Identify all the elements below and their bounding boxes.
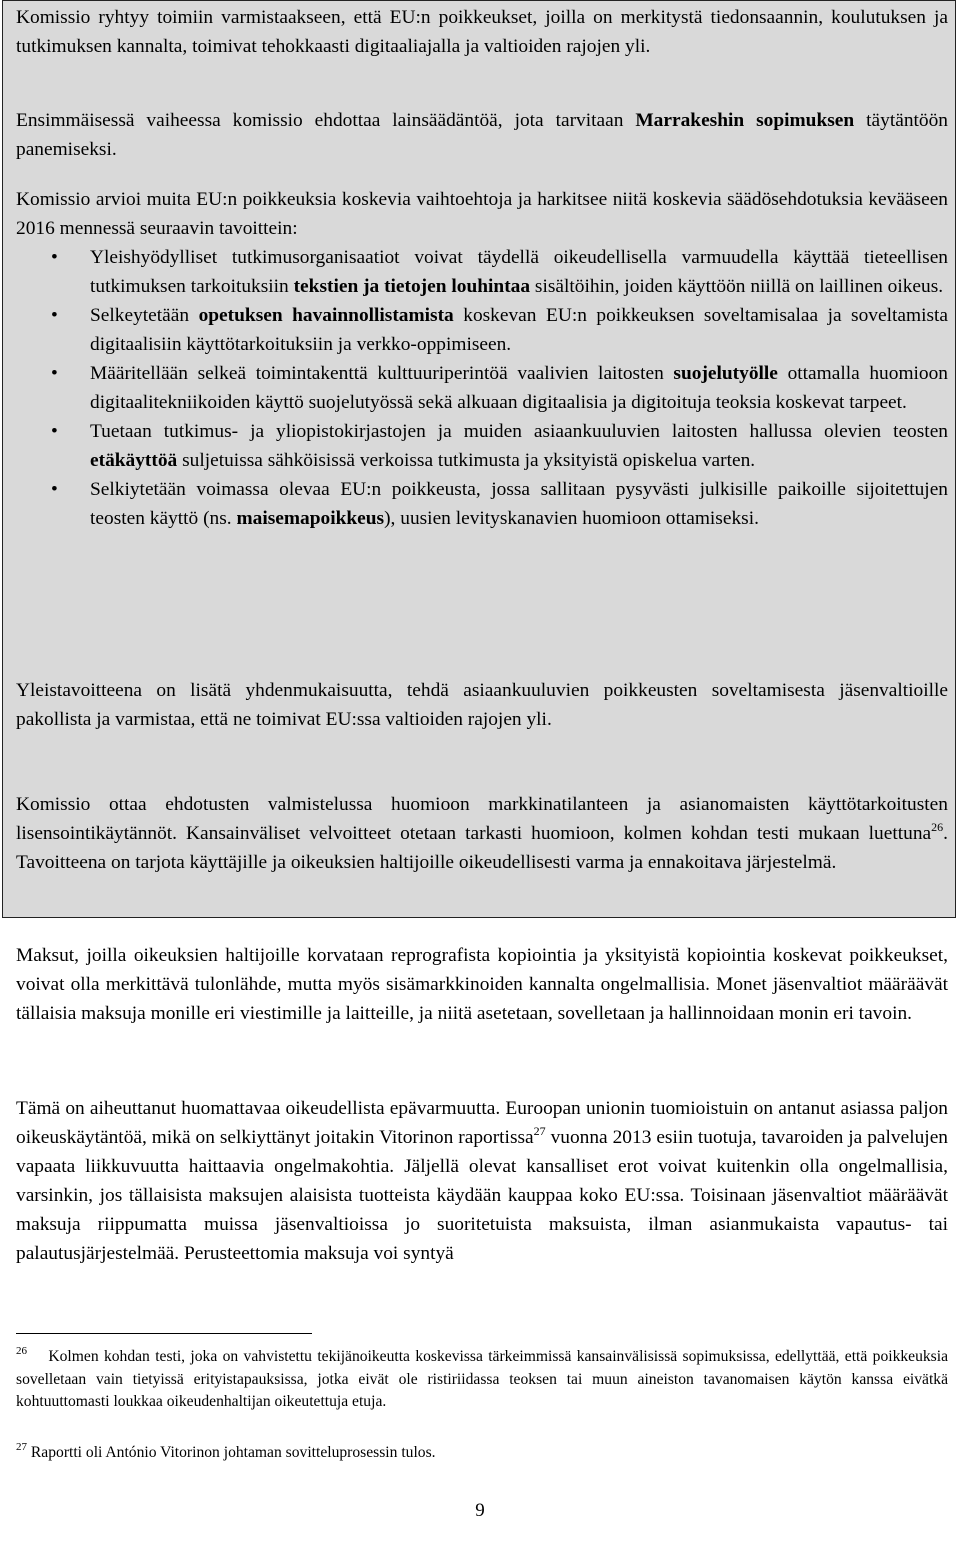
page-number: 9 bbox=[475, 1500, 485, 1521]
body-paragraph-2 bbox=[16, 1094, 948, 1268]
body-paragraph-1 bbox=[16, 941, 948, 1028]
footnote-ref: 27 bbox=[533, 1124, 546, 1138]
box-paragraph-5 bbox=[16, 790, 948, 877]
box-paragraph-3 bbox=[16, 185, 948, 243]
list-item bbox=[0, 359, 948, 417]
footnote-number: 27 bbox=[16, 1441, 27, 1453]
list-item bbox=[0, 243, 948, 301]
footnote-26 bbox=[16, 1346, 948, 1414]
text: Tämä on aiheuttanut huomattavaa oikeudellista epävarmuutta. Euroopan unionin tuomioistuin on antanut asiassa paljon oikeuskäytäntöä, mikä on selkiyttänyt joitakin Vitorinon raportissa bbox=[16, 1098, 948, 1148]
footnote-separator bbox=[16, 1333, 312, 1334]
box-paragraph-4 bbox=[16, 676, 948, 734]
list-item bbox=[0, 301, 948, 359]
bold-term: suojelutyölle bbox=[673, 363, 778, 384]
box-paragraph-1 bbox=[16, 3, 948, 61]
text: Maksut, joilla oikeuksien haltijoille korvataan reprografista kopiointia ja yksityistä kopiointia koskevat poikkeukset, voivat olla merkittävä tulonlähde, mutta myös sisämarkkinoiden kannalta ongelmallisia. Monet jäsenvaltiot määräävät tällaisia maksuja monille eri viestimille ja laitteille, ja niitä asetetaan, sovelletaan ja hallinnoidaan monin eri tavoin. bbox=[16, 945, 948, 1024]
bullet-icon: • bbox=[51, 421, 58, 442]
bold-term: opetuksen havainnollistamista bbox=[198, 305, 454, 326]
text: Selkiytetään voimassa olevaa EU:n poikkeusta, jossa sallitaan pysyvästi julkisille paikoille sijoitettujen teosten käyttö (ns. bbox=[90, 479, 948, 529]
footnote-ref: 26 bbox=[931, 820, 944, 834]
bullet-icon: • bbox=[51, 247, 58, 268]
text: sisältöihin, joiden käyttöön niillä on laillinen oikeus. bbox=[530, 276, 944, 297]
bold-term: tekstien ja tietojen louhintaa bbox=[293, 276, 531, 297]
text: Määritellään selkeä toimintakenttä kulttuuriperintöä vaalivien laitosten bbox=[90, 363, 674, 384]
bullet-icon: • bbox=[51, 363, 58, 384]
text: Komissio ryhtyy toimiin varmistaakseen, että EU:n poikkeukset, joilla on merkitystä tiedonsaannin, koulutuksen ja tutkimuksen kannalta, toimivat tehokkaasti digitaaliajalla ja valtioiden rajojen yli. bbox=[16, 7, 948, 57]
bullet-icon: • bbox=[51, 305, 58, 326]
bold-term: etäkäyttöä bbox=[90, 450, 178, 471]
bold-term: Marrakeshin sopimuksen bbox=[635, 110, 855, 131]
text: Ensimmäisessä vaiheessa komissio ehdottaa lainsäädäntöä, jota tarvitaan bbox=[16, 110, 636, 131]
text: Selkeytetään bbox=[90, 305, 199, 326]
text: Yleishyödylliset tutkimusorganisaatiot voivat täydellä oikeudellisella varmuudella käyttää tieteellisen tutkimuksen tarkoituksiin bbox=[90, 247, 948, 297]
text: ottamalla huomioon digitaalitekniikoiden käyttö suojelutyössä sekä alkuaan digitaalisia ja digitoituja teoksia koskevat tarpeet. bbox=[90, 363, 949, 413]
text: koskevan EU:n poikkeuksen soveltamisalaa ja soveltamista digitaalisiin käyttötarkoituksiin ja verkko-oppimiseen. bbox=[90, 305, 948, 355]
footnote-text: Raportti oli António Vitorinon johtaman sovitteluprosessin tulos. bbox=[30, 1444, 436, 1461]
bullet-icon: • bbox=[51, 479, 58, 500]
text: . Tavoitteena on tarjota käyttäjille ja oikeuksien haltijoille oikeudellisesti varma ja ennakoitava järjestelmä. bbox=[16, 823, 948, 873]
text: Yleistavoitteena on lisätä yhdenmukaisuutta, tehdä asiaankuuluvien poikkeusten soveltamisesta jäsenvaltioille pakollista ja varmistaa, että ne toimivat EU:ssa valtioiden rajojen yli. bbox=[16, 680, 948, 730]
box-paragraph-2 bbox=[16, 106, 948, 164]
text: ), uusien levityskanavien huomioon ottamiseksi. bbox=[384, 508, 759, 529]
text: suljetuissa sähköisissä verkoissa tutkimusta ja yksityistä opiskelua varten. bbox=[177, 450, 756, 471]
list-item bbox=[0, 417, 948, 475]
text: vuonna 2013 esiin tuotuja, tavaroiden ja palvelujen vapaata liikkuvuutta haittaavia ongelmakohtia. Jäljellä olevat kansalliset erot voivat kuitenkin olla ongelmallisia, varsinkin, jos tällaisista maksujen alaisista tuotteista käydään kauppaa koko EU:ssa. Toisinaan jäsenvaltiot määräävät maksuja riippumatta muissa jäsenvaltioissa jo suoritetuista maksuista, ilman asianmukaista vapautus- tai palautusjärjestelmää. Perusteettomia maksuja voi syntyä bbox=[16, 1127, 948, 1264]
bold-term: maisemapoikkeus bbox=[236, 508, 385, 529]
text: Komissio ottaa ehdotusten valmistelussa huomioon markkinatilanteen ja asianomaisten käyttötarkoitusten lisensointikäytännöt. Kansainväliset velvoitteet otetaan tarkasti huomioon, kolmen kohdan testi mukaan luettuna bbox=[16, 794, 948, 844]
footnote-27 bbox=[16, 1442, 948, 1465]
text: Tuetaan tutkimus- ja yliopistokirjastojen ja muiden asiaankuuluvien laitosten hallussa olevien teosten bbox=[90, 421, 948, 442]
footnote-text: Kolmen kohdan testi, joka on vahvistettu tekijänoikeutta koskevissa tärkeimmissä kansainvälisissä sopimuksissa, edellyttää, että poikkeuksia sovelletaan vain tietyissä erityistapauksissa, jotka eivät ole ristiriidassa teoksen tai muun aineiston tavanomaisen käytön kanssa eivätkä kohtuuttomasti loukkaa oikeudenhaltijan oikeutettuja etuja. bbox=[16, 1348, 949, 1410]
text: täytäntöön panemiseksi. bbox=[16, 110, 948, 160]
objectives-list bbox=[0, 243, 948, 533]
text: Komissio arvioi muita EU:n poikkeuksia koskevia vaihtoehtoja ja harkitsee niitä koskevia säädösehdotuksia kevääseen 2016 mennessä seuraavin tavoittein: bbox=[16, 189, 948, 239]
footnote-number: 26 bbox=[16, 1345, 27, 1357]
list-item bbox=[0, 475, 948, 533]
